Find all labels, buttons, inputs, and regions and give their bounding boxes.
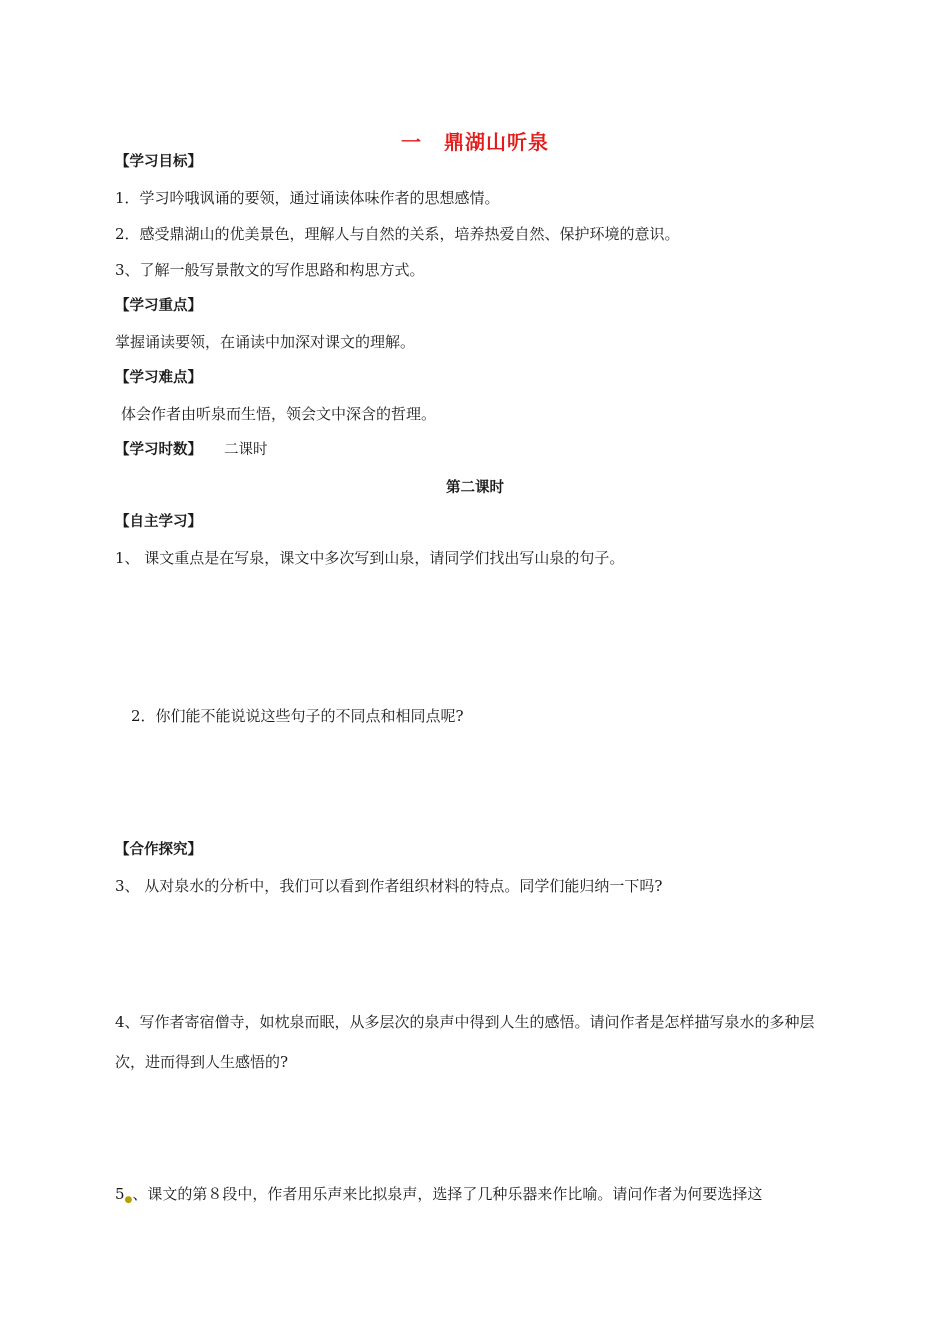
title-text: 鼎湖山听泉 [444, 130, 549, 154]
title-number: 一 [401, 130, 422, 154]
hours-value: 二课时 [224, 442, 268, 458]
question-5-number: 5 [115, 1185, 125, 1203]
difficulties-text: 体会作者由听泉而生悟，领会文中深含的哲理。 [121, 405, 437, 423]
question-4: 4、写作者寄宿僧寺，如枕泉而眠，从多层次的泉声中得到人生的感悟。请问作者是怎样描写泉水的多种层次，进而得到人生感悟的? [115, 1013, 815, 1071]
question-2: 2．你们能不能说说这些句子的不同点和相同点呢? [131, 707, 464, 725]
question-5 [115, 1184, 762, 1210]
hours-heading: 【学习时数】 [115, 442, 202, 458]
page-title [0, 126, 950, 155]
question-5-text: 、课文的第８段中，作者用乐声来比拟泉声，选择了几种乐器来作比喻。请问作者为何要选择这 [132, 1185, 763, 1203]
question-1: 1、 课文重点是在写泉，课文中多次写到山泉，请同学们找出写山泉的句子。 [115, 549, 625, 567]
difficulties-heading: 【学习难点】 [115, 370, 202, 386]
objective-item-3: 3、了解一般写景散文的写作思路和构思方式。 [115, 261, 425, 279]
objective-item-2: 2．感受鼎湖山的优美景色，理解人与自然的关系，培养热爱自然、保护环境的意识。 [115, 225, 680, 243]
cooperation-heading: 【合作探究】 [115, 842, 202, 858]
hours-row [115, 440, 268, 460]
self-study-heading: 【自主学习】 [115, 514, 202, 530]
objective-item-1: 1．学习吟哦讽诵的要领，通过诵读体味作者的思想感情。 [115, 189, 500, 207]
key-points-text: 掌握诵读要领，在诵读中加深对课文的理解。 [115, 333, 416, 351]
lesson-heading: 第二课时 [446, 480, 504, 496]
objectives-heading: 【学习目标】 [115, 154, 202, 170]
question-3: 3、 从对泉水的分析中，我们可以看到作者组织材料的特点。同学们能归纳一下吗? [115, 877, 663, 895]
key-points-heading: 【学习重点】 [115, 298, 202, 314]
edit-mark-icon: ● [124, 1195, 133, 1205]
